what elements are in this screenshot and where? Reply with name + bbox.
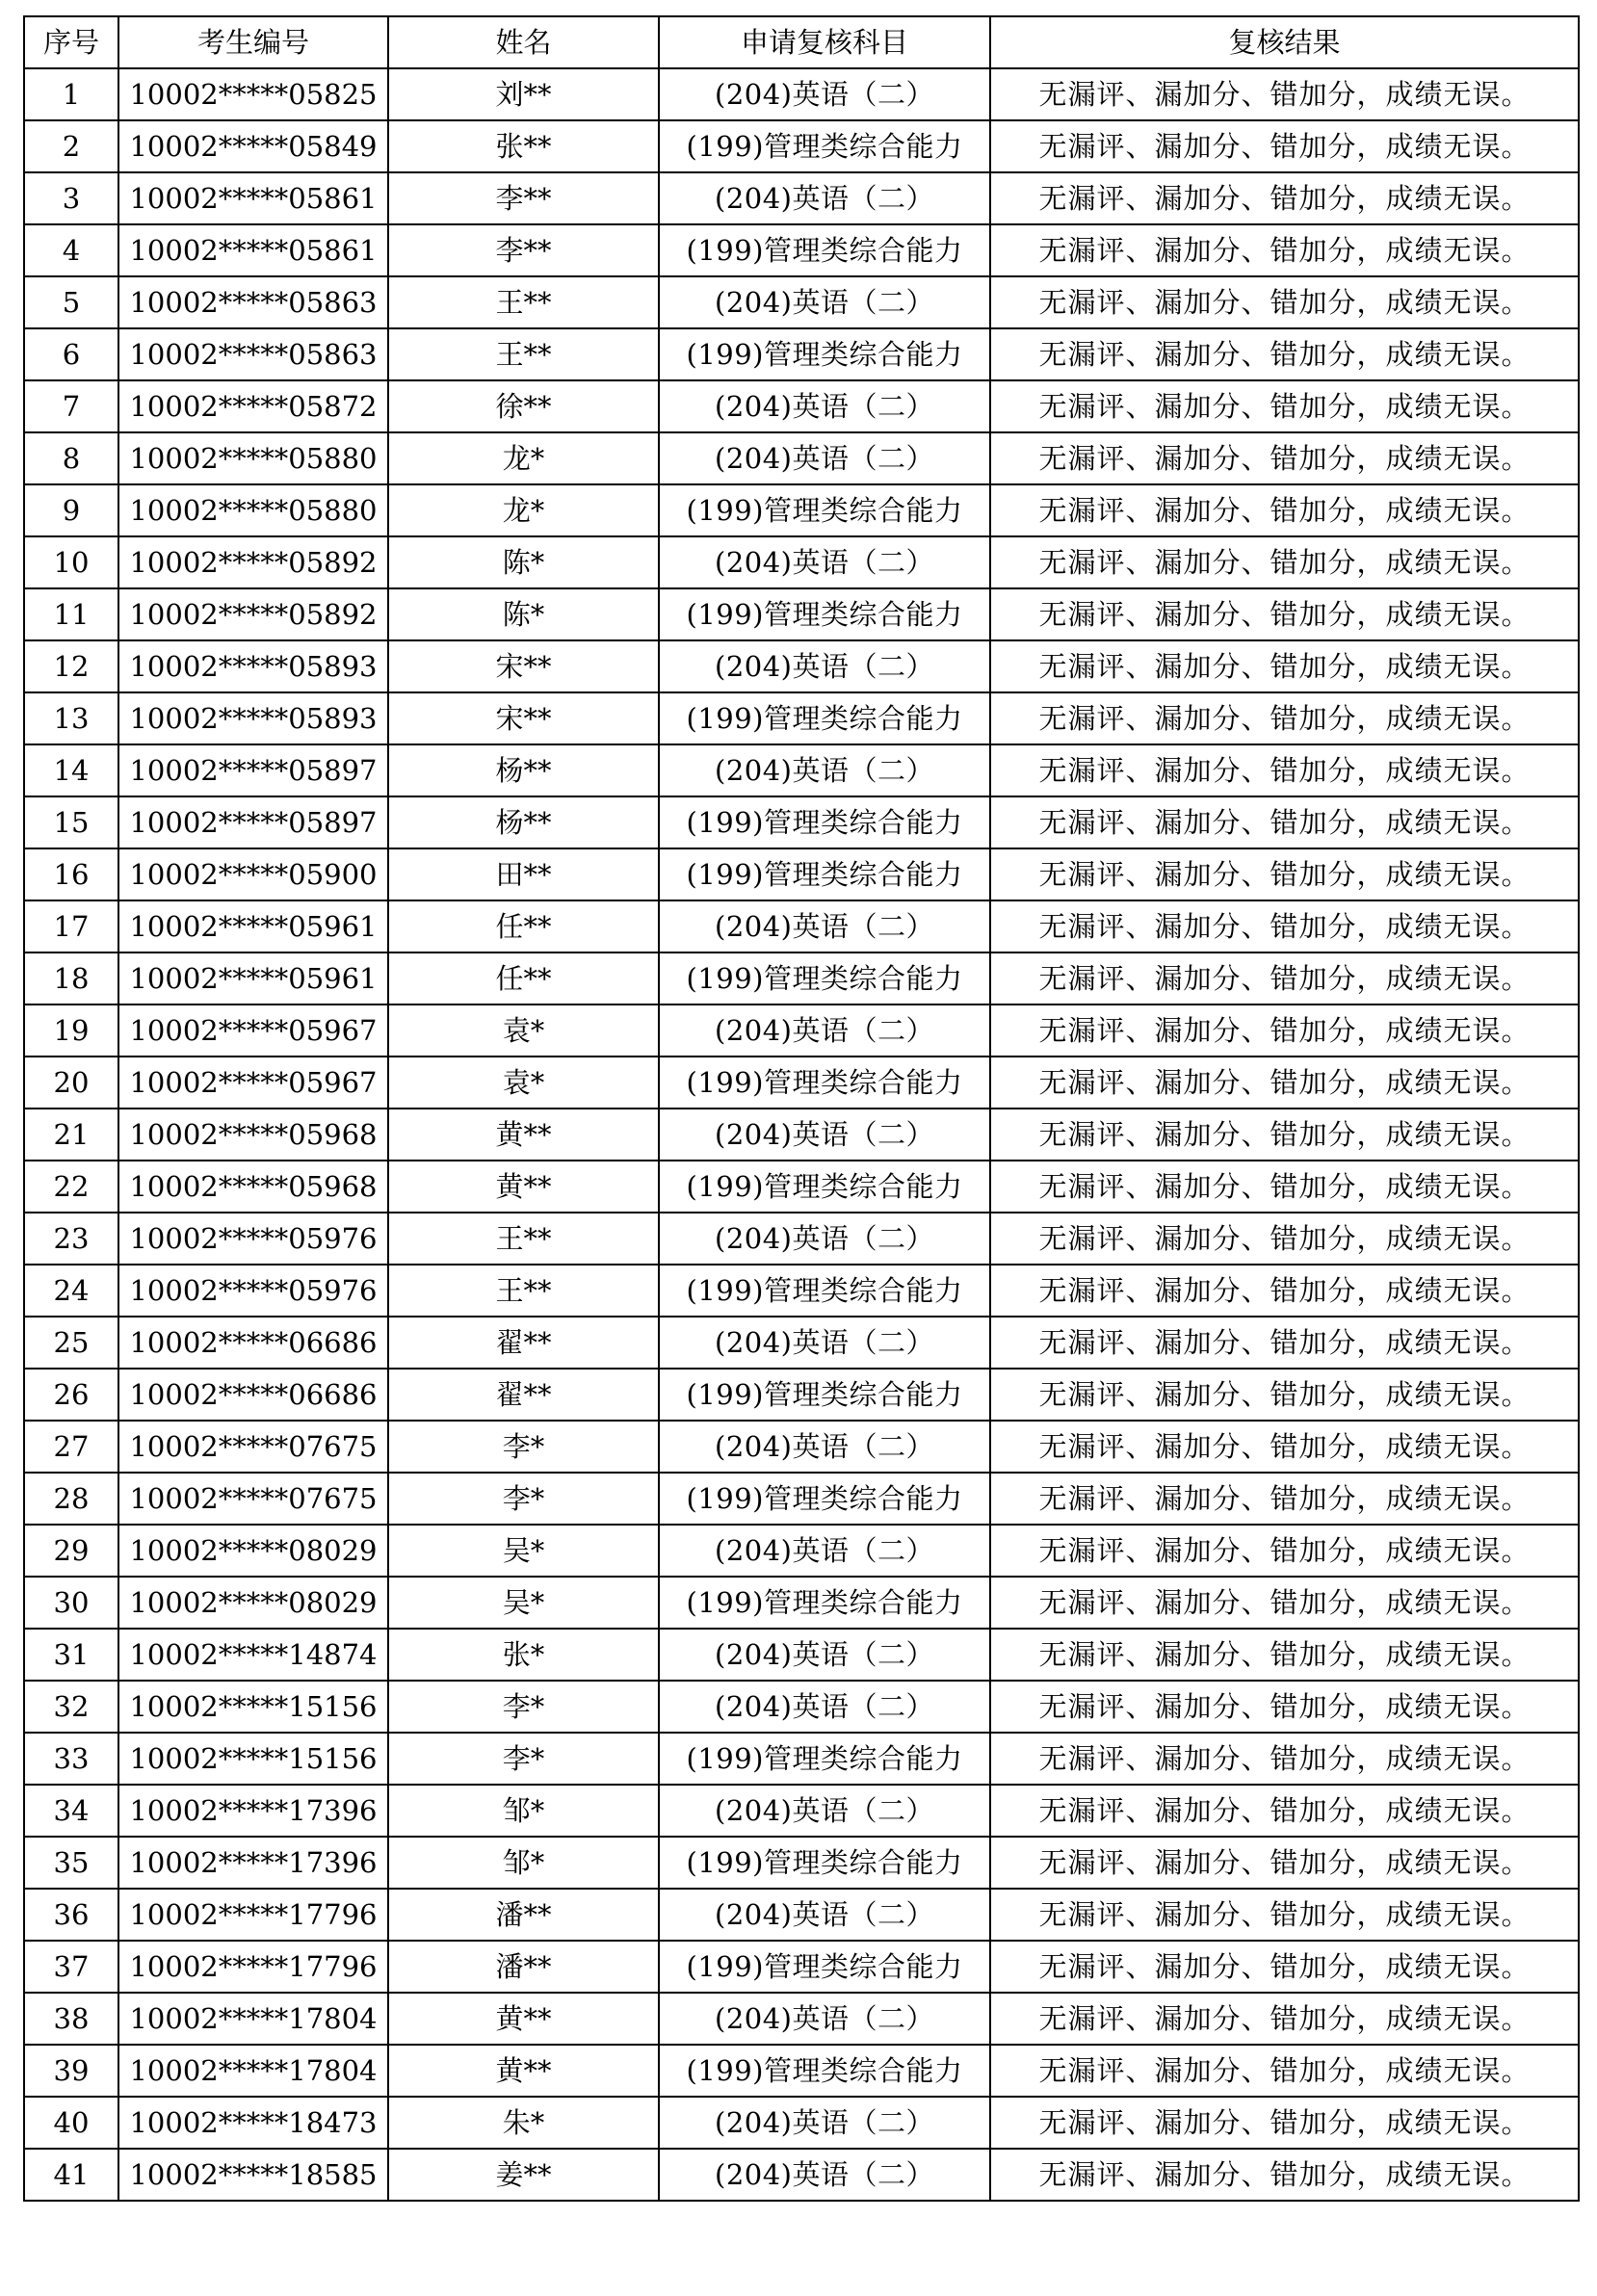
cell-name: 杨** — [388, 796, 659, 848]
table-row — [24, 172, 1579, 224]
cell-subject: (199)管理类综合能力 — [659, 848, 990, 900]
cell-name: 潘** — [388, 1941, 659, 1993]
cell-result: 无漏评、漏加分、错加分，成绩无误。 — [990, 1525, 1579, 1577]
cell-seq: 28 — [24, 1473, 118, 1525]
cell-subject: (204)英语（二） — [659, 900, 990, 952]
cell-result: 无漏评、漏加分、错加分，成绩无误。 — [990, 1213, 1579, 1265]
cell-subject: (199)管理类综合能力 — [659, 588, 990, 640]
cell-subject: (204)英语（二） — [659, 1785, 990, 1837]
cell-seq: 30 — [24, 1577, 118, 1629]
table-row — [24, 1265, 1579, 1317]
cell-name: 黄** — [388, 1161, 659, 1213]
cell-candidate-id: 10002*****06686 — [118, 1369, 388, 1421]
table-row — [24, 1681, 1579, 1733]
cell-subject: (204)英语（二） — [659, 1109, 990, 1161]
cell-name: 陈* — [388, 536, 659, 588]
cell-name: 李* — [388, 1473, 659, 1525]
cell-subject: (199)管理类综合能力 — [659, 1733, 990, 1785]
cell-subject: (199)管理类综合能力 — [659, 1161, 990, 1213]
cell-candidate-id: 10002*****17804 — [118, 2045, 388, 2097]
cell-candidate-id: 10002*****18473 — [118, 2097, 388, 2149]
cell-seq: 12 — [24, 640, 118, 692]
table-row — [24, 224, 1579, 276]
cell-candidate-id: 10002*****17796 — [118, 1889, 388, 1941]
cell-seq: 22 — [24, 1161, 118, 1213]
cell-candidate-id: 10002*****07675 — [118, 1473, 388, 1525]
cell-candidate-id: 10002*****05880 — [118, 432, 388, 484]
cell-candidate-id: 10002*****05897 — [118, 796, 388, 848]
cell-candidate-id: 10002*****05967 — [118, 1004, 388, 1057]
cell-subject: (204)英语（二） — [659, 68, 990, 120]
cell-result: 无漏评、漏加分、错加分，成绩无误。 — [990, 692, 1579, 744]
cell-name: 张* — [388, 1629, 659, 1681]
cell-candidate-id: 10002*****18585 — [118, 2149, 388, 2201]
cell-subject: (204)英语（二） — [659, 1889, 990, 1941]
review-results-document — [23, 15, 1578, 2202]
cell-seq: 25 — [24, 1317, 118, 1369]
cell-result: 无漏评、漏加分、错加分，成绩无误。 — [990, 744, 1579, 796]
cell-name: 潘** — [388, 1889, 659, 1941]
cell-seq: 21 — [24, 1109, 118, 1161]
cell-subject: (199)管理类综合能力 — [659, 796, 990, 848]
cell-candidate-id: 10002*****05892 — [118, 588, 388, 640]
cell-seq: 17 — [24, 900, 118, 952]
cell-seq: 31 — [24, 1629, 118, 1681]
cell-subject: (204)英语（二） — [659, 380, 990, 432]
cell-result: 无漏评、漏加分、错加分，成绩无误。 — [990, 224, 1579, 276]
cell-name: 任** — [388, 900, 659, 952]
cell-name: 吴* — [388, 1577, 659, 1629]
cell-result: 无漏评、漏加分、错加分，成绩无误。 — [990, 1993, 1579, 2045]
cell-candidate-id: 10002*****05861 — [118, 224, 388, 276]
cell-result: 无漏评、漏加分、错加分，成绩无误。 — [990, 328, 1579, 380]
cell-subject: (199)管理类综合能力 — [659, 328, 990, 380]
cell-name: 陈* — [388, 588, 659, 640]
cell-candidate-id: 10002*****05961 — [118, 952, 388, 1004]
cell-subject: (199)管理类综合能力 — [659, 1057, 990, 1109]
cell-result: 无漏评、漏加分、错加分，成绩无误。 — [990, 1785, 1579, 1837]
table-row — [24, 900, 1579, 952]
table-row — [24, 1004, 1579, 1057]
cell-name: 袁* — [388, 1057, 659, 1109]
header-seq: 序号 — [24, 16, 118, 68]
cell-subject: (204)英语（二） — [659, 276, 990, 328]
table-row — [24, 1057, 1579, 1109]
cell-subject: (199)管理类综合能力 — [659, 1941, 990, 1993]
cell-seq: 40 — [24, 2097, 118, 2149]
table-row — [24, 640, 1579, 692]
cell-subject: (199)管理类综合能力 — [659, 1369, 990, 1421]
cell-name: 黄** — [388, 2045, 659, 2097]
cell-subject: (204)英语（二） — [659, 1525, 990, 1577]
cell-name: 李* — [388, 1421, 659, 1473]
cell-name: 邹* — [388, 1785, 659, 1837]
cell-result: 无漏评、漏加分、错加分，成绩无误。 — [990, 848, 1579, 900]
cell-candidate-id: 10002*****17396 — [118, 1785, 388, 1837]
cell-subject: (204)英语（二） — [659, 640, 990, 692]
cell-subject: (204)英语（二） — [659, 432, 990, 484]
cell-subject: (204)英语（二） — [659, 1629, 990, 1681]
cell-candidate-id: 10002*****05893 — [118, 692, 388, 744]
cell-name: 任** — [388, 952, 659, 1004]
table-row — [24, 1525, 1579, 1577]
cell-candidate-id: 10002*****06686 — [118, 1317, 388, 1369]
cell-subject: (199)管理类综合能力 — [659, 952, 990, 1004]
header-result: 复核结果 — [990, 16, 1579, 68]
cell-subject: (199)管理类综合能力 — [659, 224, 990, 276]
cell-seq: 14 — [24, 744, 118, 796]
cell-seq: 41 — [24, 2149, 118, 2201]
cell-name: 王** — [388, 276, 659, 328]
cell-subject: (204)英语（二） — [659, 1993, 990, 2045]
cell-subject: (199)管理类综合能力 — [659, 1265, 990, 1317]
cell-name: 黄** — [388, 1109, 659, 1161]
cell-seq: 15 — [24, 796, 118, 848]
cell-seq: 19 — [24, 1004, 118, 1057]
table-row — [24, 484, 1579, 536]
table-row — [24, 2097, 1579, 2149]
cell-candidate-id: 10002*****05961 — [118, 900, 388, 952]
cell-result: 无漏评、漏加分、错加分，成绩无误。 — [990, 588, 1579, 640]
cell-seq: 11 — [24, 588, 118, 640]
table-row — [24, 1369, 1579, 1421]
cell-seq: 32 — [24, 1681, 118, 1733]
cell-seq: 38 — [24, 1993, 118, 2045]
table-row — [24, 952, 1579, 1004]
cell-name: 翟** — [388, 1369, 659, 1421]
cell-subject: (199)管理类综合能力 — [659, 1577, 990, 1629]
cell-candidate-id: 10002*****17396 — [118, 1837, 388, 1889]
cell-candidate-id: 10002*****07675 — [118, 1421, 388, 1473]
cell-name: 吴* — [388, 1525, 659, 1577]
cell-candidate-id: 10002*****05976 — [118, 1213, 388, 1265]
header-name: 姓名 — [388, 16, 659, 68]
table-row — [24, 1317, 1579, 1369]
cell-seq: 3 — [24, 172, 118, 224]
cell-seq: 9 — [24, 484, 118, 536]
cell-name: 龙* — [388, 484, 659, 536]
cell-candidate-id: 10002*****05976 — [118, 1265, 388, 1317]
cell-seq: 34 — [24, 1785, 118, 1837]
cell-result: 无漏评、漏加分、错加分，成绩无误。 — [990, 2097, 1579, 2149]
table-row — [24, 1161, 1579, 1213]
cell-result: 无漏评、漏加分、错加分，成绩无误。 — [990, 1317, 1579, 1369]
cell-candidate-id: 10002*****15156 — [118, 1681, 388, 1733]
cell-candidate-id: 10002*****17796 — [118, 1941, 388, 1993]
table-row — [24, 68, 1579, 120]
cell-seq: 33 — [24, 1733, 118, 1785]
cell-seq: 2 — [24, 120, 118, 172]
table-row — [24, 848, 1579, 900]
cell-candidate-id: 10002*****05968 — [118, 1109, 388, 1161]
cell-result: 无漏评、漏加分、错加分，成绩无误。 — [990, 1577, 1579, 1629]
cell-candidate-id: 10002*****05893 — [118, 640, 388, 692]
table-row — [24, 2149, 1579, 2201]
cell-subject: (204)英语（二） — [659, 1004, 990, 1057]
cell-result: 无漏评、漏加分、错加分，成绩无误。 — [990, 1473, 1579, 1525]
cell-result: 无漏评、漏加分、错加分，成绩无误。 — [990, 900, 1579, 952]
cell-subject: (204)英语（二） — [659, 1213, 990, 1265]
cell-seq: 1 — [24, 68, 118, 120]
cell-name: 李** — [388, 224, 659, 276]
cell-seq: 36 — [24, 1889, 118, 1941]
cell-result: 无漏评、漏加分、错加分，成绩无误。 — [990, 1109, 1579, 1161]
cell-subject: (199)管理类综合能力 — [659, 1837, 990, 1889]
cell-name: 田** — [388, 848, 659, 900]
cell-name: 杨** — [388, 744, 659, 796]
cell-name: 袁* — [388, 1004, 659, 1057]
cell-result: 无漏评、漏加分、错加分，成绩无误。 — [990, 68, 1579, 120]
cell-subject: (204)英语（二） — [659, 172, 990, 224]
cell-candidate-id: 10002*****05825 — [118, 68, 388, 120]
cell-candidate-id: 10002*****05900 — [118, 848, 388, 900]
table-row — [24, 1473, 1579, 1525]
cell-candidate-id: 10002*****05849 — [118, 120, 388, 172]
cell-result: 无漏评、漏加分、错加分，成绩无误。 — [990, 952, 1579, 1004]
table-row — [24, 120, 1579, 172]
cell-result: 无漏评、漏加分、错加分，成绩无误。 — [990, 1941, 1579, 1993]
cell-name: 张** — [388, 120, 659, 172]
table-row — [24, 1993, 1579, 2045]
cell-result: 无漏评、漏加分、错加分，成绩无误。 — [990, 1889, 1579, 1941]
cell-seq: 39 — [24, 2045, 118, 2097]
table-row — [24, 432, 1579, 484]
cell-candidate-id: 10002*****05880 — [118, 484, 388, 536]
cell-seq: 7 — [24, 380, 118, 432]
cell-candidate-id: 10002*****05968 — [118, 1161, 388, 1213]
cell-result: 无漏评、漏加分、错加分，成绩无误。 — [990, 1265, 1579, 1317]
cell-seq: 29 — [24, 1525, 118, 1577]
cell-subject: (204)英语（二） — [659, 2097, 990, 2149]
cell-name: 李** — [388, 172, 659, 224]
cell-candidate-id: 10002*****08029 — [118, 1525, 388, 1577]
cell-seq: 5 — [24, 276, 118, 328]
cell-result: 无漏评、漏加分、错加分，成绩无误。 — [990, 1057, 1579, 1109]
cell-seq: 23 — [24, 1213, 118, 1265]
table-row — [24, 1889, 1579, 1941]
cell-subject: (199)管理类综合能力 — [659, 1473, 990, 1525]
table-row — [24, 1577, 1579, 1629]
cell-name: 王** — [388, 328, 659, 380]
table-row — [24, 1733, 1579, 1785]
cell-name: 邹* — [388, 1837, 659, 1889]
cell-result: 无漏评、漏加分、错加分，成绩无误。 — [990, 1369, 1579, 1421]
header-subject: 申请复核科目 — [659, 16, 990, 68]
cell-name: 龙* — [388, 432, 659, 484]
cell-seq: 18 — [24, 952, 118, 1004]
table-row — [24, 276, 1579, 328]
cell-candidate-id: 10002*****17804 — [118, 1993, 388, 2045]
cell-name: 朱* — [388, 2097, 659, 2149]
cell-name: 王** — [388, 1265, 659, 1317]
cell-name: 宋** — [388, 640, 659, 692]
cell-subject: (204)英语（二） — [659, 1421, 990, 1473]
cell-result: 无漏评、漏加分、错加分，成绩无误。 — [990, 2149, 1579, 2201]
cell-candidate-id: 10002*****05861 — [118, 172, 388, 224]
cell-subject: (204)英语（二） — [659, 744, 990, 796]
table-row — [24, 692, 1579, 744]
cell-seq: 35 — [24, 1837, 118, 1889]
cell-result: 无漏评、漏加分、错加分，成绩无误。 — [990, 380, 1579, 432]
cell-candidate-id: 10002*****05863 — [118, 328, 388, 380]
cell-result: 无漏评、漏加分、错加分，成绩无误。 — [990, 484, 1579, 536]
cell-subject: (204)英语（二） — [659, 1681, 990, 1733]
table-row — [24, 1213, 1579, 1265]
cell-subject: (199)管理类综合能力 — [659, 2045, 990, 2097]
cell-result: 无漏评、漏加分、错加分，成绩无误。 — [990, 172, 1579, 224]
table-row — [24, 1421, 1579, 1473]
table-row — [24, 1109, 1579, 1161]
cell-seq: 24 — [24, 1265, 118, 1317]
table-row — [24, 796, 1579, 848]
cell-candidate-id: 10002*****14874 — [118, 1629, 388, 1681]
cell-subject: (199)管理类综合能力 — [659, 120, 990, 172]
cell-result: 无漏评、漏加分、错加分，成绩无误。 — [990, 1161, 1579, 1213]
cell-result: 无漏评、漏加分、错加分，成绩无误。 — [990, 1629, 1579, 1681]
cell-result: 无漏评、漏加分、错加分，成绩无误。 — [990, 1681, 1579, 1733]
cell-seq: 13 — [24, 692, 118, 744]
table-row — [24, 1629, 1579, 1681]
cell-name: 李* — [388, 1681, 659, 1733]
cell-result: 无漏评、漏加分、错加分，成绩无误。 — [990, 1421, 1579, 1473]
table-header-row — [24, 16, 1579, 68]
header-candidate-id: 考生编号 — [118, 16, 388, 68]
cell-seq: 37 — [24, 1941, 118, 1993]
cell-candidate-id: 10002*****05967 — [118, 1057, 388, 1109]
cell-subject: (199)管理类综合能力 — [659, 692, 990, 744]
cell-result: 无漏评、漏加分、错加分，成绩无误。 — [990, 1733, 1579, 1785]
table-row — [24, 328, 1579, 380]
cell-seq: 27 — [24, 1421, 118, 1473]
cell-seq: 10 — [24, 536, 118, 588]
cell-subject: (199)管理类综合能力 — [659, 484, 990, 536]
cell-name: 黄** — [388, 1993, 659, 2045]
cell-seq: 16 — [24, 848, 118, 900]
cell-candidate-id: 10002*****05872 — [118, 380, 388, 432]
cell-seq: 26 — [24, 1369, 118, 1421]
cell-candidate-id: 10002*****05892 — [118, 536, 388, 588]
table-row — [24, 2045, 1579, 2097]
cell-candidate-id: 10002*****05863 — [118, 276, 388, 328]
cell-seq: 20 — [24, 1057, 118, 1109]
cell-result: 无漏评、漏加分、错加分，成绩无误。 — [990, 536, 1579, 588]
review-results-table — [23, 15, 1580, 2202]
cell-name: 王** — [388, 1213, 659, 1265]
cell-subject: (204)英语（二） — [659, 1317, 990, 1369]
cell-result: 无漏评、漏加分、错加分，成绩无误。 — [990, 276, 1579, 328]
cell-result: 无漏评、漏加分、错加分，成绩无误。 — [990, 1004, 1579, 1057]
cell-result: 无漏评、漏加分、错加分，成绩无误。 — [990, 796, 1579, 848]
cell-subject: (204)英语（二） — [659, 2149, 990, 2201]
table-row — [24, 536, 1579, 588]
table-row — [24, 588, 1579, 640]
cell-candidate-id: 10002*****15156 — [118, 1733, 388, 1785]
cell-name: 刘** — [388, 68, 659, 120]
cell-name: 宋** — [388, 692, 659, 744]
table-row — [24, 380, 1579, 432]
cell-result: 无漏评、漏加分、错加分，成绩无误。 — [990, 432, 1579, 484]
cell-seq: 8 — [24, 432, 118, 484]
cell-name: 翟** — [388, 1317, 659, 1369]
table-row — [24, 1941, 1579, 1993]
cell-result: 无漏评、漏加分、错加分，成绩无误。 — [990, 120, 1579, 172]
cell-name: 李* — [388, 1733, 659, 1785]
table-row — [24, 1785, 1579, 1837]
cell-candidate-id: 10002*****08029 — [118, 1577, 388, 1629]
table-row — [24, 744, 1579, 796]
cell-candidate-id: 10002*****05897 — [118, 744, 388, 796]
cell-name: 徐** — [388, 380, 659, 432]
cell-seq: 4 — [24, 224, 118, 276]
cell-name: 姜** — [388, 2149, 659, 2201]
cell-subject: (204)英语（二） — [659, 536, 990, 588]
cell-seq: 6 — [24, 328, 118, 380]
cell-result: 无漏评、漏加分、错加分，成绩无误。 — [990, 640, 1579, 692]
cell-result: 无漏评、漏加分、错加分，成绩无误。 — [990, 1837, 1579, 1889]
table-row — [24, 1837, 1579, 1889]
cell-result: 无漏评、漏加分、错加分，成绩无误。 — [990, 2045, 1579, 2097]
